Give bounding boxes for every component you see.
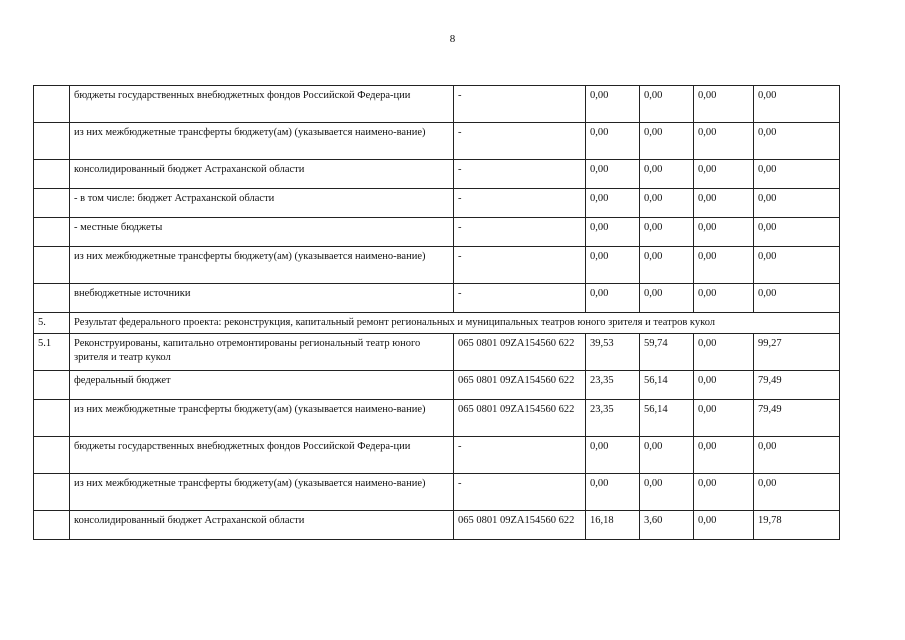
table-row xyxy=(34,400,840,437)
table-row xyxy=(34,189,840,218)
budget-code-cell: - xyxy=(454,474,586,511)
value-cell: 0,00 xyxy=(754,86,840,123)
value-cell: 0,00 xyxy=(694,160,754,189)
row-description-cell: Реконструированы, капитально отремонтированы региональный театр юного зрителя и театр кукол xyxy=(70,334,454,371)
value-cell: 56,14 xyxy=(640,371,694,400)
value-cell: 0,00 xyxy=(586,247,640,284)
value-cell: 0,00 xyxy=(754,160,840,189)
value-cell: 3,60 xyxy=(640,511,694,540)
table-row xyxy=(34,371,840,400)
budget-code-cell: - xyxy=(454,247,586,284)
row-description-cell: консолидированный бюджет Астраханской области xyxy=(70,160,454,189)
table-row xyxy=(34,474,840,511)
value-cell: 56,14 xyxy=(640,400,694,437)
value-cell: 0,00 xyxy=(640,86,694,123)
budget-table xyxy=(33,85,840,540)
value-cell: 19,78 xyxy=(754,511,840,540)
value-cell: 0,00 xyxy=(754,247,840,284)
row-description-cell: бюджеты государственных внебюджетных фондов Российской Федера-ции xyxy=(70,437,454,474)
section-number: 5. xyxy=(34,313,70,334)
value-cell: 23,35 xyxy=(586,400,640,437)
value-cell: 0,00 xyxy=(754,437,840,474)
value-cell: 0,00 xyxy=(694,400,754,437)
row-number-cell xyxy=(34,218,70,247)
budget-code-cell: - xyxy=(454,160,586,189)
section-title: Результат федерального проекта: реконструкция, капитальный ремонт региональных и муниципальных театров юного зрителя и театров кукол xyxy=(70,313,840,334)
budget-code-cell: 065 0801 09ZA154560 622 xyxy=(454,371,586,400)
value-cell: 0,00 xyxy=(694,247,754,284)
row-description-cell: внебюджетные источники xyxy=(70,284,454,313)
row-description-cell: федеральный бюджет xyxy=(70,371,454,400)
row-number-cell xyxy=(34,189,70,218)
value-cell: 0,00 xyxy=(694,86,754,123)
value-cell: 79,49 xyxy=(754,371,840,400)
row-number-cell xyxy=(34,247,70,284)
value-cell: 0,00 xyxy=(586,437,640,474)
value-cell: 0,00 xyxy=(586,284,640,313)
value-cell: 23,35 xyxy=(586,371,640,400)
value-cell: 99,27 xyxy=(754,334,840,371)
value-cell: 79,49 xyxy=(754,400,840,437)
table-row xyxy=(34,511,840,540)
value-cell: 0,00 xyxy=(640,247,694,284)
value-cell: 0,00 xyxy=(694,371,754,400)
budget-code-cell: - xyxy=(454,86,586,123)
value-cell: 16,18 xyxy=(586,511,640,540)
value-cell: 0,00 xyxy=(586,86,640,123)
value-cell: 0,00 xyxy=(694,474,754,511)
value-cell: 0,00 xyxy=(754,218,840,247)
budget-code-cell: 065 0801 09ZA154560 622 xyxy=(454,400,586,437)
row-description-cell: из них межбюджетные трансферты бюджету(ам) (указывается наимено-вание) xyxy=(70,247,454,284)
row-number-cell xyxy=(34,437,70,474)
row-description-cell: бюджеты государственных внебюджетных фондов Российской Федера-ции xyxy=(70,86,454,123)
table-row xyxy=(34,160,840,189)
value-cell: 0,00 xyxy=(586,189,640,218)
row-number-cell xyxy=(34,371,70,400)
budget-code-cell: - xyxy=(454,218,586,247)
value-cell: 0,00 xyxy=(640,160,694,189)
value-cell: 0,00 xyxy=(754,284,840,313)
section-row xyxy=(34,313,840,334)
value-cell: 0,00 xyxy=(694,511,754,540)
value-cell: 0,00 xyxy=(694,437,754,474)
value-cell: 0,00 xyxy=(754,189,840,218)
value-cell: 0,00 xyxy=(586,123,640,160)
value-cell: 0,00 xyxy=(640,437,694,474)
row-number-cell xyxy=(34,123,70,160)
value-cell: 0,00 xyxy=(586,218,640,247)
row-description-cell: - местные бюджеты xyxy=(70,218,454,247)
table-row xyxy=(34,437,840,474)
budget-code-cell: 065 0801 09ZA154560 622 xyxy=(454,334,586,371)
row-description-cell: из них межбюджетные трансферты бюджету(ам) (указывается наимено-вание) xyxy=(70,400,454,437)
row-number-cell xyxy=(34,400,70,437)
value-cell: 0,00 xyxy=(694,334,754,371)
value-cell: 0,00 xyxy=(640,284,694,313)
row-number-cell xyxy=(34,511,70,540)
table-row xyxy=(34,247,840,284)
table-row xyxy=(34,123,840,160)
value-cell: 59,74 xyxy=(640,334,694,371)
budget-code-cell: - xyxy=(454,189,586,218)
row-number-cell xyxy=(34,474,70,511)
table-row xyxy=(34,284,840,313)
budget-code-cell: - xyxy=(454,284,586,313)
value-cell: 0,00 xyxy=(694,123,754,160)
value-cell: 0,00 xyxy=(640,218,694,247)
row-description-cell: - в том числе: бюджет Астраханской области xyxy=(70,189,454,218)
row-number-cell xyxy=(34,284,70,313)
page-number: 8 xyxy=(449,33,456,45)
row-description-cell: консолидированный бюджет Астраханской области xyxy=(70,511,454,540)
row-number-cell xyxy=(34,86,70,123)
value-cell: 0,00 xyxy=(754,474,840,511)
value-cell: 0,00 xyxy=(586,474,640,511)
value-cell: 0,00 xyxy=(640,123,694,160)
row-description-cell: из них межбюджетные трансферты бюджету(ам) (указывается наимено-вание) xyxy=(70,123,454,160)
budget-code-cell: - xyxy=(454,123,586,160)
table-row xyxy=(34,334,840,371)
value-cell: 0,00 xyxy=(694,284,754,313)
table-row xyxy=(34,218,840,247)
table-row xyxy=(34,86,840,123)
value-cell: 0,00 xyxy=(640,474,694,511)
value-cell: 39,53 xyxy=(586,334,640,371)
value-cell: 0,00 xyxy=(754,123,840,160)
row-description-cell: из них межбюджетные трансферты бюджету(ам) (указывается наимено-вание) xyxy=(70,474,454,511)
row-number-cell: 5.1 xyxy=(34,334,70,371)
budget-code-cell: 065 0801 09ZA154560 622 xyxy=(454,511,586,540)
value-cell: 0,00 xyxy=(694,218,754,247)
budget-code-cell: - xyxy=(454,437,586,474)
value-cell: 0,00 xyxy=(694,189,754,218)
value-cell: 0,00 xyxy=(640,189,694,218)
value-cell: 0,00 xyxy=(586,160,640,189)
row-number-cell xyxy=(34,160,70,189)
